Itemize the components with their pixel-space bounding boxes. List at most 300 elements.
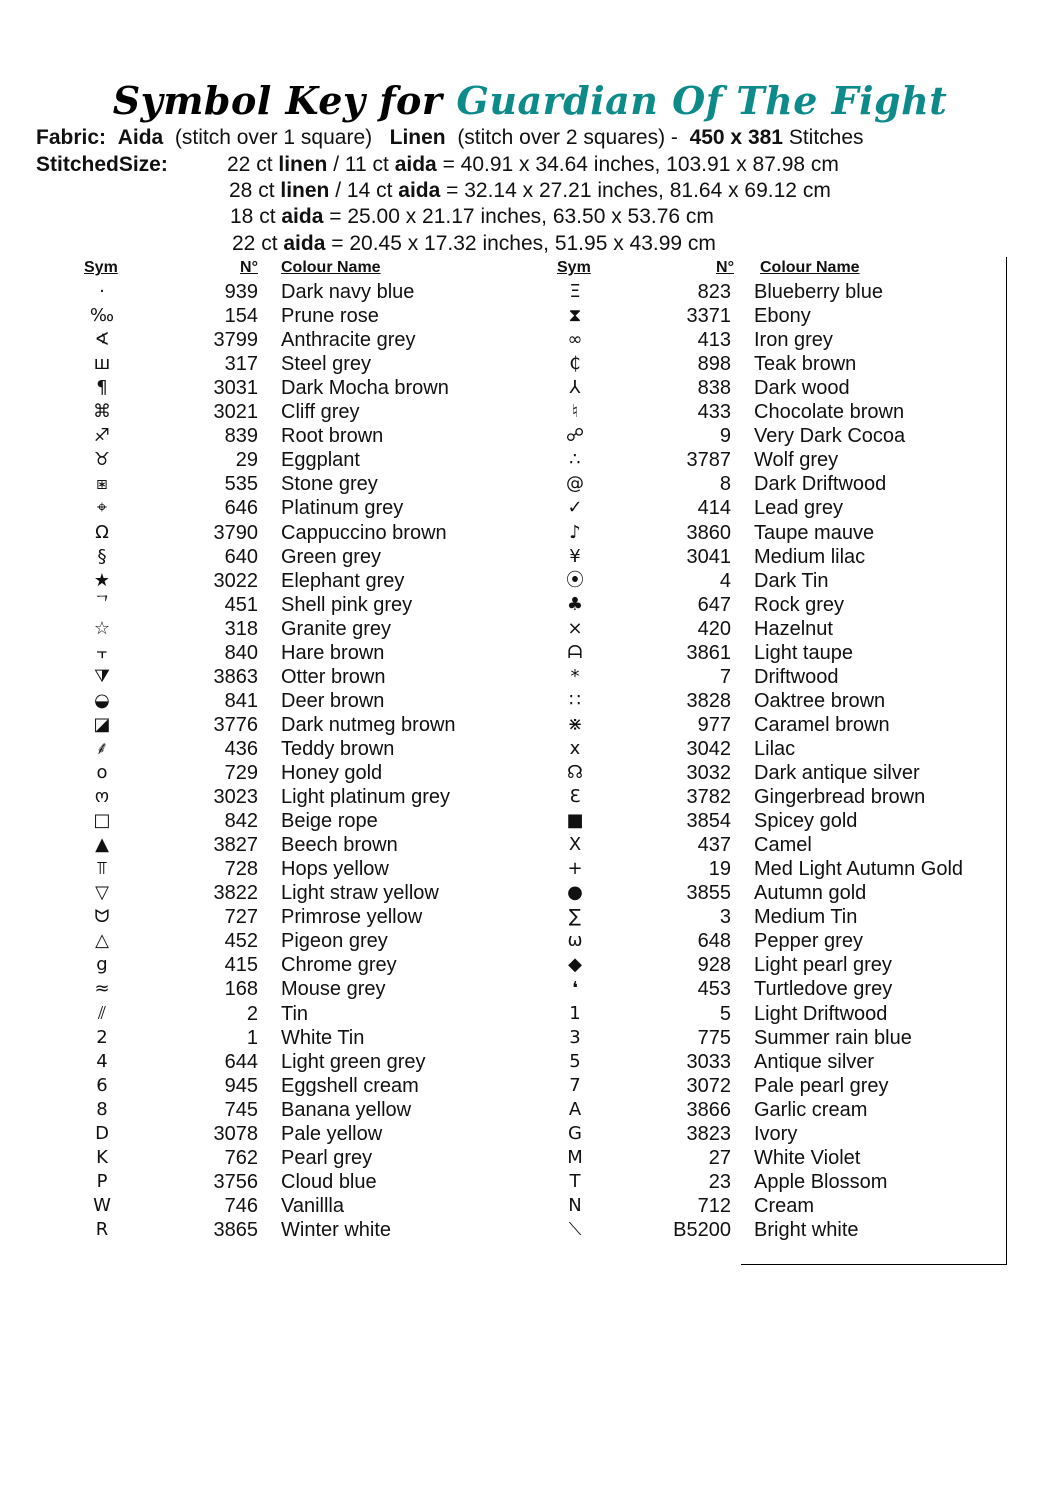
colour-name: Light taupe — [754, 641, 853, 664]
table-row — [84, 1002, 504, 1026]
colour-name: Platinum grey — [281, 497, 404, 520]
design-name: Guardian Of The Fight — [456, 78, 948, 123]
table-row — [557, 785, 977, 809]
stitch-symbol: ☊ — [567, 762, 583, 783]
floss-number: 646 — [224, 497, 258, 520]
floss-number: 3042 — [686, 737, 731, 760]
colour-name: Vanillla — [281, 1194, 344, 1217]
colour-name: Ebony — [754, 305, 811, 328]
table-row — [557, 352, 977, 376]
header-sym-right: Sym — [557, 259, 591, 276]
stitch-symbol: △ — [95, 930, 109, 952]
table-row — [557, 304, 977, 328]
table-row — [84, 472, 504, 496]
stitch-symbol: K — [96, 1146, 108, 1168]
title-prefix: Symbol Key for — [112, 78, 443, 123]
stitch-symbol: M — [567, 1146, 583, 1168]
stitch-symbol: ♪ — [569, 521, 581, 543]
floss-number: 3021 — [213, 401, 258, 424]
colour-name: Dark Tin — [754, 569, 829, 592]
floss-number: 841 — [224, 689, 258, 712]
colour-name: Iron grey — [754, 329, 833, 352]
header-name-left: Colour Name — [281, 259, 381, 276]
floss-number: 154 — [224, 305, 258, 328]
colour-name: Driftwood — [754, 665, 839, 688]
colour-name: Chocolate brown — [754, 401, 905, 424]
fabric-aida-note: (stitch over 1 square) — [174, 126, 373, 149]
floss-number: 762 — [224, 1146, 258, 1169]
size-line-2: 28 ct linen / 14 ct aida = 32.14 x 27.21 inches, 81.64 x 69.12 cm — [229, 179, 831, 202]
floss-number: 898 — [697, 353, 731, 376]
table-row — [557, 1050, 977, 1074]
stitch-symbol: A — [568, 1098, 582, 1120]
stitch-symbol: ⧗ — [568, 305, 582, 327]
stitch-symbol: ¶ — [96, 377, 108, 399]
colour-name: Hare brown — [281, 641, 385, 664]
floss-number: 3861 — [686, 641, 731, 664]
table-row — [84, 328, 504, 352]
floss-number: 2 — [246, 1002, 258, 1025]
floss-number: 3863 — [213, 665, 258, 688]
table-row — [557, 1146, 977, 1170]
table-row — [84, 833, 504, 857]
floss-number: 823 — [697, 281, 731, 303]
table-row — [557, 448, 977, 472]
floss-number: 838 — [697, 377, 731, 400]
stitch-symbol: ▽ — [95, 882, 109, 904]
colour-name: Green grey — [281, 545, 382, 568]
colour-name: Granite grey — [281, 617, 392, 640]
table-row — [84, 448, 504, 472]
fabric-line — [36, 125, 864, 151]
colour-name: Pale pearl grey — [754, 1074, 889, 1097]
colour-name: Deer brown — [281, 689, 385, 712]
table-row — [557, 1026, 977, 1050]
stitch-symbol: ∞ — [567, 329, 583, 351]
table-row — [557, 569, 977, 593]
table-row — [84, 545, 504, 569]
table-row — [84, 1098, 504, 1122]
table-row — [84, 713, 504, 737]
colour-name: White Violet — [754, 1146, 861, 1169]
floss-number: 729 — [224, 762, 258, 784]
colour-name: Turtledove grey — [754, 978, 893, 1001]
stitch-symbol: ო — [94, 786, 110, 808]
stitch-symbol: ♮ — [571, 401, 579, 423]
stitch-symbol: ⫪ — [96, 858, 108, 880]
fabric-linen-note: (stitch over 2 squares) - — [457, 126, 678, 149]
colour-name: Prune rose — [281, 305, 379, 328]
table-row — [84, 1074, 504, 1098]
colour-name: Lilac — [754, 737, 796, 760]
table-row — [84, 689, 504, 713]
colour-name: Apple Blossom — [754, 1170, 888, 1193]
floss-number: 3865 — [213, 1218, 258, 1241]
colour-name: Beech brown — [281, 834, 398, 857]
stitch-symbol: ⅄ — [569, 377, 581, 399]
stitch-symbol: ⋇ — [567, 713, 583, 735]
floss-number: 3799 — [213, 329, 258, 352]
table-border-right — [1006, 257, 1007, 1265]
stitch-symbol: Ⅹ — [568, 834, 582, 856]
floss-number: 746 — [224, 1194, 258, 1217]
colour-name: Camel — [754, 834, 812, 857]
stitch-symbol: ♉ — [93, 449, 111, 471]
size-line-1: 22 ct linen / 11 ct aida = 40.91 x 34.64 inches, 103.91 x 87.98 cm — [227, 153, 839, 176]
floss-number: 413 — [697, 329, 731, 352]
stitch-symbol: · — [99, 281, 105, 302]
table-row — [84, 1170, 504, 1194]
table-row — [84, 521, 504, 545]
colour-name: Autumn gold — [754, 882, 867, 905]
stitch-symbol: N — [568, 1194, 582, 1216]
floss-number: 839 — [224, 425, 258, 448]
table-row — [84, 1194, 504, 1218]
stitch-symbol: ≈ — [94, 978, 110, 1000]
floss-number: 3866 — [686, 1098, 731, 1121]
stitch-symbol: 6 — [96, 1074, 108, 1096]
fabric-linen: Linen — [389, 126, 446, 149]
table-row — [557, 737, 977, 761]
stitch-symbol: ★ — [93, 569, 111, 591]
table-row — [557, 809, 977, 833]
stitch-symbol: * — [570, 665, 580, 687]
floss-number: 3031 — [213, 377, 258, 400]
table-row — [557, 665, 977, 689]
floss-number: 728 — [224, 858, 258, 881]
floss-number: 27 — [708, 1146, 731, 1169]
floss-number: 29 — [235, 449, 258, 472]
stitch-symbol: T — [569, 1170, 581, 1192]
floss-number: 436 — [224, 737, 258, 760]
stitch-symbol: 3 — [569, 1026, 581, 1048]
floss-number: 453 — [697, 978, 731, 1001]
floss-number: 3041 — [686, 545, 731, 568]
stitch-symbol: g — [96, 954, 108, 976]
table-row — [557, 424, 977, 448]
floss-number: 8 — [719, 473, 731, 496]
stitch-symbol: ∑ — [568, 906, 582, 928]
table-row — [84, 857, 504, 881]
floss-number: 317 — [224, 353, 258, 376]
table-row — [84, 593, 504, 617]
table-row — [557, 1074, 977, 1098]
floss-number: 775 — [697, 1026, 731, 1049]
colour-name: Rock grey — [754, 593, 845, 616]
stitch-symbol: ш — [93, 353, 111, 375]
colour-name: Hops yellow — [281, 858, 389, 881]
floss-number: 977 — [697, 713, 731, 736]
colour-name: Banana yellow — [281, 1098, 412, 1121]
table-row — [84, 496, 504, 520]
colour-name: Cream — [754, 1194, 815, 1217]
floss-number: 3854 — [686, 810, 731, 833]
table-row — [557, 857, 977, 881]
stitch-symbol: ᄀ — [93, 593, 111, 615]
colour-name: Light Driftwood — [754, 1002, 888, 1025]
colour-name: Spicey gold — [754, 810, 858, 833]
stitch-symbol: ⫟ — [96, 641, 108, 663]
floss-number: 3023 — [213, 786, 258, 809]
stitches-word: Stitches — [788, 126, 864, 149]
stitch-symbol: 5 — [569, 1050, 581, 1072]
stitch-symbol: @ — [566, 473, 584, 495]
colour-name: Med Light Autumn Gold — [754, 858, 964, 881]
floss-number: 3828 — [686, 689, 731, 712]
table-row — [557, 905, 977, 929]
colour-name: Cappuccino brown — [281, 521, 447, 544]
table-row — [557, 280, 977, 304]
colour-name: Dark navy blue — [281, 281, 415, 303]
stitch-symbol: D — [95, 1122, 109, 1144]
colour-name: Anthracite grey — [281, 329, 416, 352]
colour-name: Teak brown — [754, 353, 857, 376]
colour-name: Bright white — [754, 1218, 859, 1241]
stitch-symbol: ■ — [566, 810, 584, 832]
table-row — [84, 905, 504, 929]
fabric-label: Fabric: — [36, 126, 107, 149]
stitch-symbol: ♣ — [566, 593, 584, 615]
floss-number: 928 — [697, 954, 731, 977]
floss-number: 7 — [719, 665, 731, 688]
colour-name: Pepper grey — [754, 930, 863, 953]
stitch-symbol: ▲ — [95, 834, 109, 856]
table-row — [84, 1026, 504, 1050]
colour-name: Antique silver — [754, 1050, 875, 1073]
table-row — [557, 713, 977, 737]
table-row — [557, 376, 977, 400]
table-row — [557, 977, 977, 1001]
stitch-symbol: ⌖ — [96, 497, 108, 519]
table-row — [557, 1002, 977, 1026]
colour-name: Mouse grey — [281, 978, 386, 1001]
stitch-symbol: P — [96, 1170, 108, 1192]
stitch-symbol: ● — [567, 882, 583, 904]
table-row — [84, 352, 504, 376]
stitch-symbol: ∴ — [569, 449, 581, 471]
stitch-symbol: Ξ — [569, 281, 581, 302]
table-row — [84, 1218, 504, 1242]
colour-name: Honey gold — [281, 762, 383, 784]
stitch-symbol: 4 — [96, 1050, 108, 1072]
table-row — [84, 665, 504, 689]
stitch-symbol: + — [567, 858, 583, 880]
colour-name: Dark antique silver — [754, 762, 920, 784]
floss-number: 3078 — [213, 1122, 258, 1145]
floss-number: 535 — [224, 473, 258, 496]
stitch-symbol: 7 — [569, 1074, 581, 1096]
colour-name: Teddy brown — [281, 737, 395, 760]
stitch-symbol: § — [97, 545, 107, 567]
colour-name: Light pearl grey — [754, 954, 892, 977]
colour-name: Eggplant — [281, 449, 360, 472]
stitch-symbol: ₵ — [569, 353, 581, 375]
floss-number: 3371 — [686, 305, 731, 328]
table-row — [557, 1122, 977, 1146]
floss-number: 3072 — [686, 1074, 731, 1097]
table-row — [84, 929, 504, 953]
colour-name: Gingerbread brown — [754, 786, 926, 809]
table-row — [557, 472, 977, 496]
floss-number: 644 — [224, 1050, 258, 1073]
colour-name: Dark Driftwood — [754, 473, 887, 496]
colour-name: Tin — [281, 1002, 309, 1025]
table-row — [557, 881, 977, 905]
stitch-symbol: ◆ — [568, 954, 582, 976]
floss-number: 3776 — [213, 713, 258, 736]
colour-name: Ivory — [754, 1122, 798, 1145]
table-row — [84, 953, 504, 977]
colour-name: Pale yellow — [281, 1122, 383, 1145]
colour-name: Shell pink grey — [281, 593, 413, 616]
table-row — [557, 1098, 977, 1122]
table-row — [84, 304, 504, 328]
floss-number: 840 — [224, 641, 258, 664]
stitch-symbol: ☍ — [565, 425, 585, 447]
table-row — [84, 617, 504, 641]
size-line-3: 18 ct aida = 25.00 x 21.17 inches, 63.50 x 53.76 cm — [230, 205, 714, 228]
floss-number: 433 — [697, 401, 731, 424]
table-row — [557, 1194, 977, 1218]
stitch-symbol: o — [96, 762, 108, 783]
table-row — [84, 881, 504, 905]
stitch-symbol: □ — [93, 810, 111, 832]
table-row — [84, 569, 504, 593]
size-line-4: 22 ct aida = 20.45 x 17.32 inches, 51.95 x 43.99 cm — [232, 232, 716, 255]
table-row — [84, 809, 504, 833]
colour-name: Dark Mocha brown — [281, 377, 449, 400]
floss-number: 23 — [708, 1170, 731, 1193]
table-row — [557, 400, 977, 424]
colour-name: Hazelnut — [754, 617, 833, 640]
stitch-symbol: ∢ — [94, 329, 110, 351]
table-row — [84, 1146, 504, 1170]
table-row — [84, 280, 504, 304]
stitch-symbol: ✓ — [567, 497, 583, 519]
floss-number: 648 — [697, 930, 731, 953]
stitch-symbol: ⸙ — [95, 737, 109, 759]
floss-number: 842 — [224, 810, 258, 833]
colour-name: Oaktree brown — [754, 689, 886, 712]
colour-name: Taupe mauve — [754, 521, 875, 544]
colour-name: Beige rope — [281, 810, 378, 833]
floss-number: 1 — [246, 1026, 258, 1049]
colour-name: Pearl grey — [281, 1146, 373, 1169]
floss-number: 415 — [224, 954, 258, 977]
table-row — [557, 929, 977, 953]
colour-name: Dark wood — [754, 377, 850, 400]
stitch-symbol: 8 — [96, 1098, 108, 1120]
stitch-symbol: G — [568, 1122, 582, 1144]
table-row — [84, 737, 504, 761]
fabric-aida: Aida — [117, 126, 164, 149]
colour-name: Summer rain blue — [754, 1026, 912, 1049]
stitch-symbol: ⧆ — [96, 473, 108, 495]
table-row — [557, 689, 977, 713]
floss-number: 452 — [224, 930, 258, 953]
stitch-symbol: ♐ — [93, 425, 111, 447]
table-row — [557, 617, 977, 641]
colour-name: Stone grey — [281, 473, 378, 496]
floss-number: 647 — [697, 593, 731, 616]
header-num-left: N° — [240, 259, 258, 276]
colour-name: Winter white — [281, 1218, 392, 1241]
stitch-symbol: Ω — [95, 521, 109, 543]
floss-number: 5 — [719, 1002, 731, 1025]
stitch-symbol: ⧩ — [93, 665, 111, 687]
colour-name: Medium lilac — [754, 545, 866, 568]
colour-name: Eggshell cream — [281, 1074, 419, 1097]
stitch-symbol: ⨯ — [567, 617, 583, 639]
floss-number: 3860 — [686, 521, 731, 544]
floss-number: 3782 — [686, 786, 731, 809]
table-row — [557, 328, 977, 352]
stitch-symbol: 2 — [96, 1026, 108, 1048]
stitch-symbol: ⦿ — [566, 569, 584, 591]
stitch-symbol: ᗢ — [94, 906, 110, 928]
floss-number: 3823 — [686, 1122, 731, 1145]
table-row — [84, 376, 504, 400]
header-num-right: N° — [716, 259, 734, 276]
colour-name: Cloud blue — [281, 1170, 377, 1193]
colour-name: Chrome grey — [281, 954, 397, 977]
floss-number: 318 — [224, 617, 258, 640]
floss-number: 3827 — [213, 834, 258, 857]
stitch-symbol: x — [569, 737, 581, 759]
stitch-count: 450 x 381 — [689, 126, 783, 149]
floss-number: 3756 — [213, 1170, 258, 1193]
floss-number: B5200 — [673, 1218, 731, 1241]
colour-name: Steel grey — [281, 353, 372, 376]
stitch-symbol: ❛ — [572, 978, 578, 1000]
table-row — [557, 521, 977, 545]
stitch-symbol: ‰ — [89, 305, 115, 327]
table-row — [557, 496, 977, 520]
colour-name: Elephant grey — [281, 569, 405, 592]
table-row — [557, 593, 977, 617]
colour-name: Wolf grey — [754, 449, 839, 472]
page-title — [0, 78, 1060, 123]
header-name-right: Colour Name — [760, 259, 860, 276]
table-row — [84, 641, 504, 665]
colour-name: Lead grey — [754, 497, 843, 520]
table-row — [84, 761, 504, 785]
stitch-symbol: ¥ — [569, 545, 581, 567]
table-row — [557, 761, 977, 785]
colour-name: Caramel brown — [754, 713, 890, 736]
table-row — [557, 641, 977, 665]
table-row — [84, 785, 504, 809]
stitch-symbol: ☆ — [93, 617, 111, 639]
floss-number: 19 — [708, 858, 731, 881]
table-row — [84, 1122, 504, 1146]
floss-number: 3033 — [686, 1050, 731, 1073]
table-row — [557, 953, 977, 977]
colour-name: Medium Tin — [754, 906, 858, 929]
floss-number: 9 — [719, 425, 731, 448]
table-row — [84, 424, 504, 448]
floss-number: 414 — [697, 497, 731, 520]
floss-number: 3855 — [686, 882, 731, 905]
colour-name: Light platinum grey — [281, 786, 450, 809]
floss-number: 3032 — [686, 762, 731, 784]
colour-name: Blueberry blue — [754, 281, 883, 303]
table-border-bottom — [741, 1264, 1007, 1265]
stitch-symbol: ω — [567, 930, 583, 952]
floss-number: 437 — [697, 834, 731, 857]
floss-number: 4 — [719, 569, 731, 592]
stitch-symbol: ⟍ — [568, 1218, 582, 1240]
